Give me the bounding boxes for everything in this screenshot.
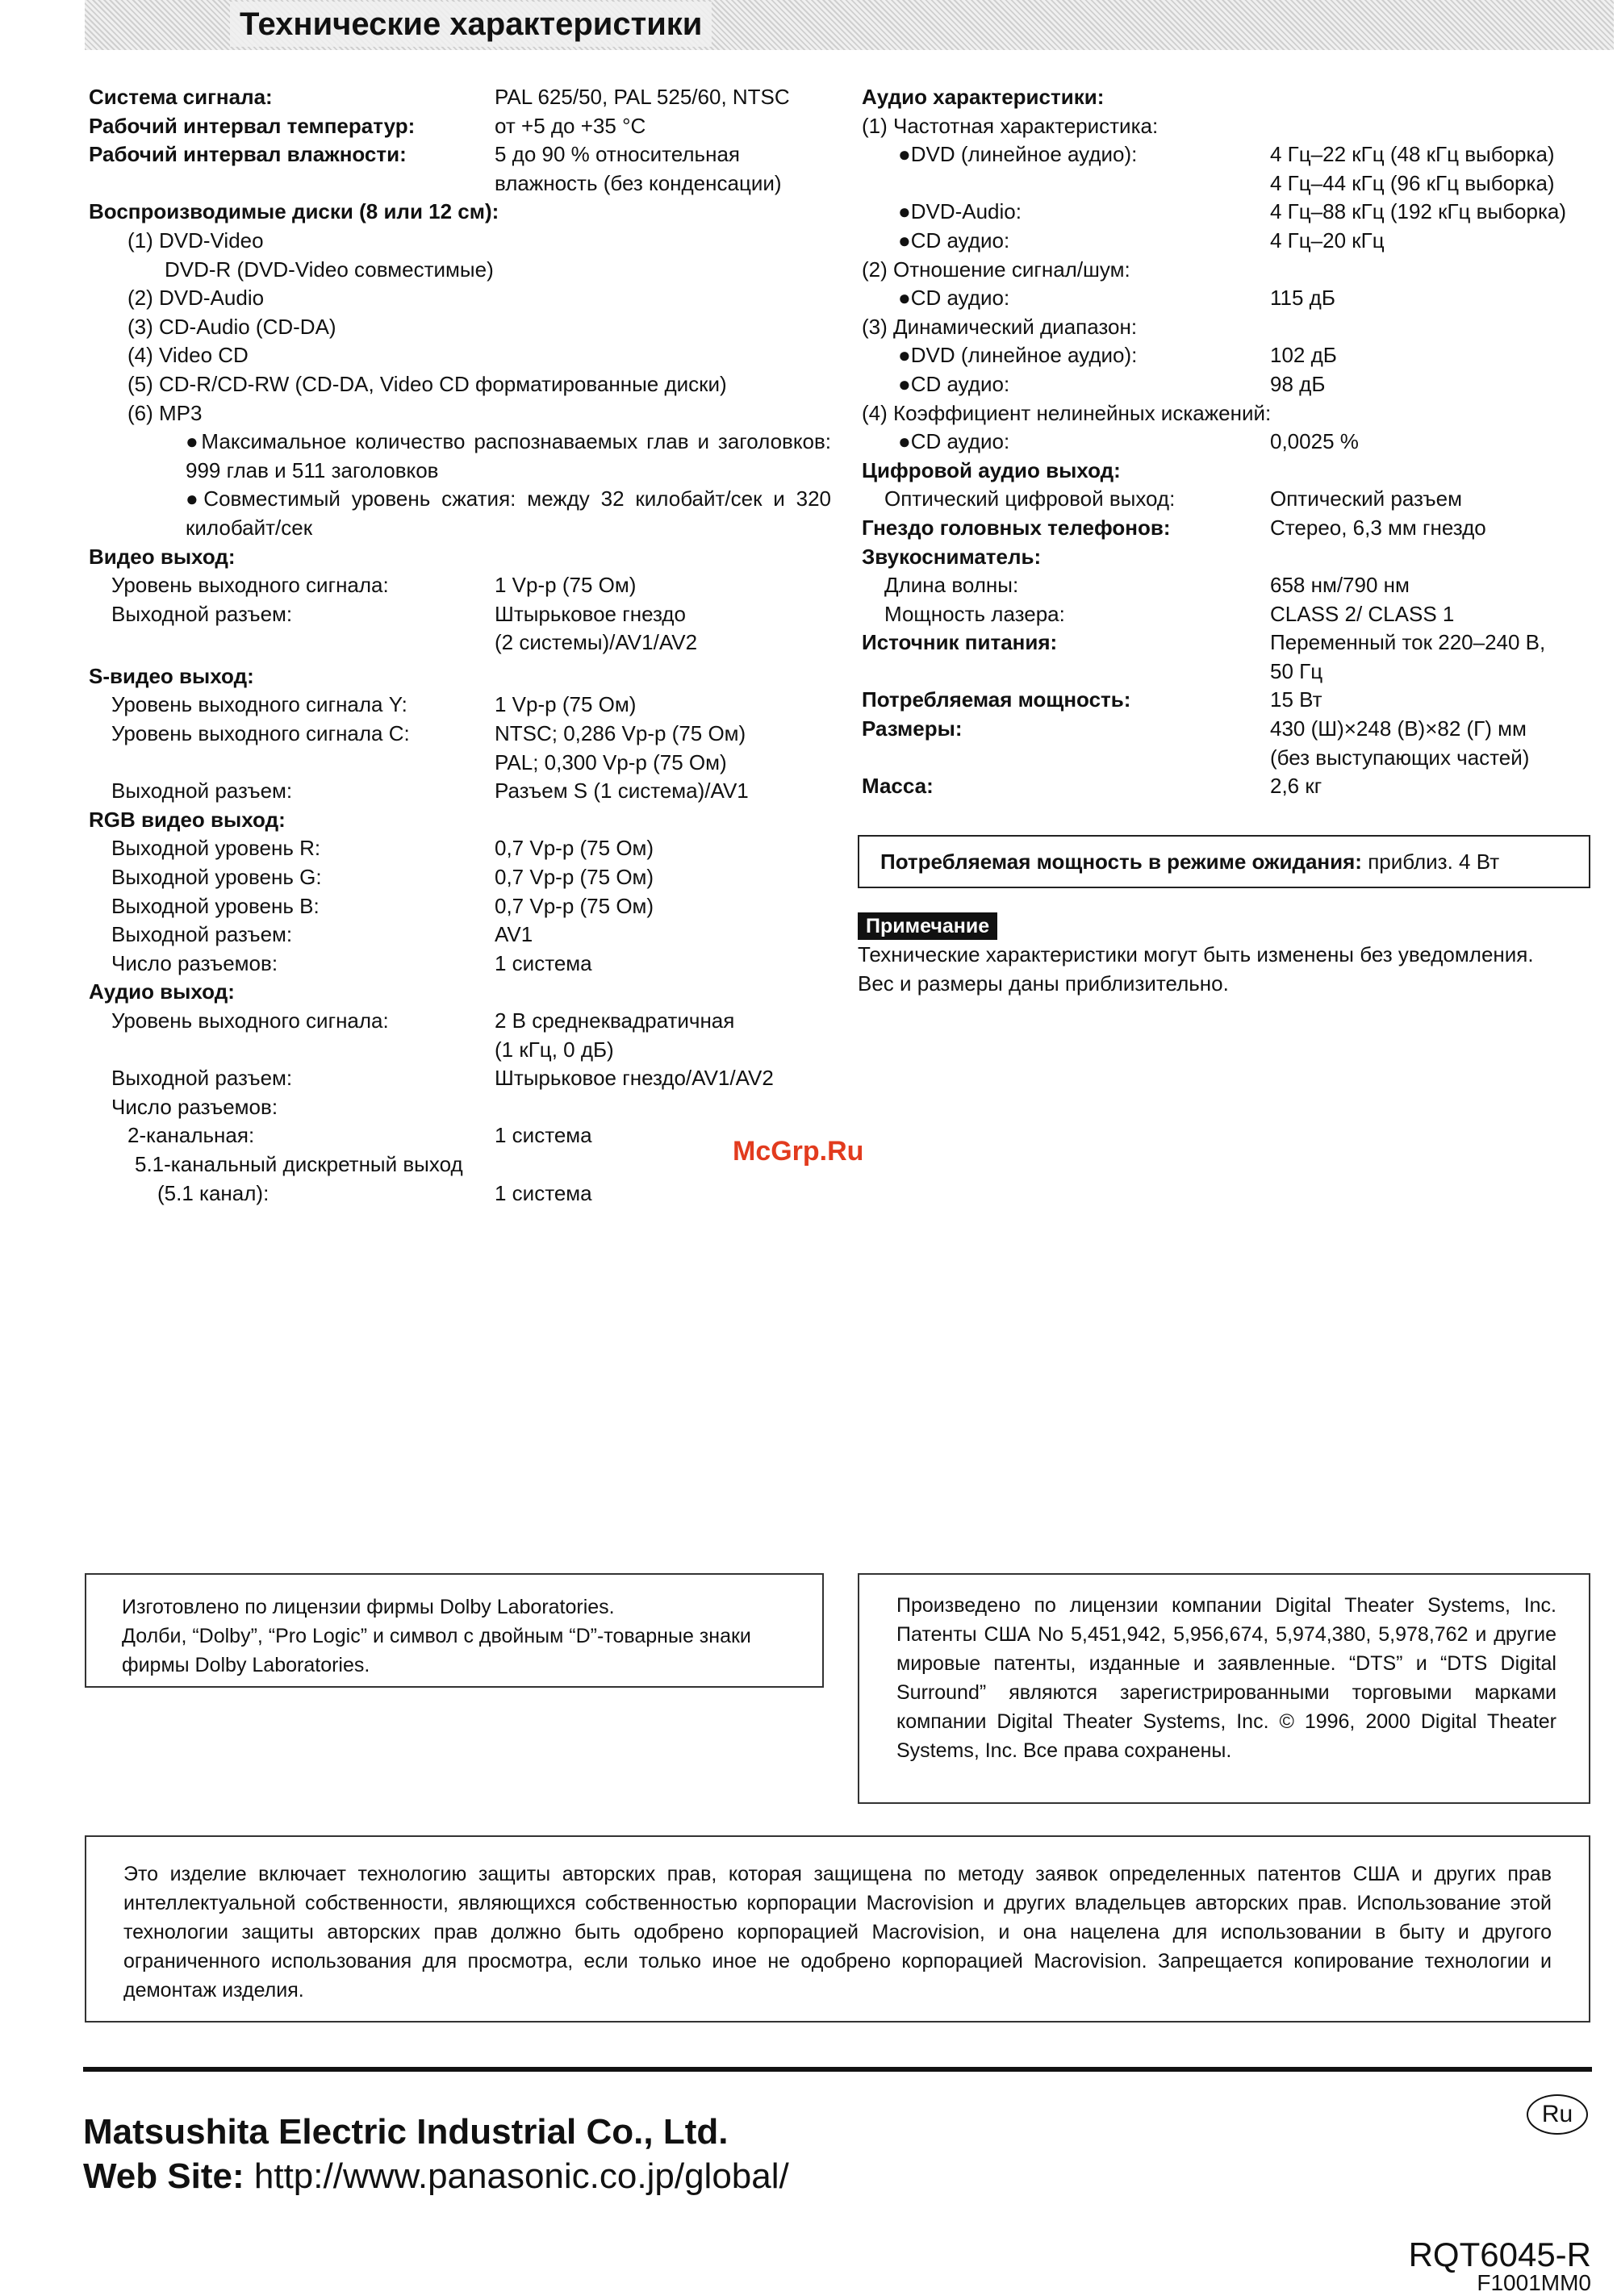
spec-label: ●CD аудио: xyxy=(898,228,1010,253)
spec-value: 102 дБ xyxy=(1270,343,1337,368)
spec-label: Уровень выходного сигнала: xyxy=(111,573,389,598)
audio-title: Аудио характеристики: xyxy=(862,85,1105,109)
spec-label: 5.1-канальный дискретный выход xyxy=(135,1151,463,1176)
spec-label: Система сигнала: xyxy=(89,85,273,109)
spec-label: (4) Коэффициент нелинейных искажений: xyxy=(862,400,1272,425)
dolby-license-box xyxy=(85,1573,824,1688)
dts-text: Произведено по лицензии компании Digital Theater Systems, Inc. Патенты США No 5,451,942, 5,956,674, 5,974,380, 5,978,762 и другие мировые патенты, изданные и заявленные. “DTS” и “DTS Digital Surround” являются зарегистрированными торговыми марками компании Digital Theater Systems, Inc. © 1996, 2000 Digital Theater Systems, Inc. Все права сохранены. xyxy=(896,1594,1556,1762)
spec-row xyxy=(862,284,1604,313)
spec-label: Выходной уровень R: xyxy=(111,836,321,861)
spec-label: (3) Динамический диапазон: xyxy=(862,314,1138,339)
spec-label: Выходной разъем: xyxy=(111,779,293,804)
spec-row xyxy=(862,600,1604,629)
spec-label: Уровень выходного сигнала C: xyxy=(111,721,410,746)
spec-row xyxy=(862,227,1604,256)
list-item xyxy=(89,341,831,370)
spec-label: Длина волны: xyxy=(884,573,1019,598)
spec-row xyxy=(89,1150,831,1179)
spec-row xyxy=(89,720,831,749)
standby-value: приблиз. 4 Вт xyxy=(1368,850,1500,874)
dts-license-box xyxy=(858,1573,1590,1804)
standby-label: Потребляемая мощность в режиме ожидания: xyxy=(880,850,1362,874)
spec-row xyxy=(862,514,1604,543)
spec-value: AV1 xyxy=(495,922,533,947)
spec-value: 50 Гц xyxy=(1270,658,1323,683)
company-name: Matsushita Electric Industrial Co., Ltd. xyxy=(83,2112,729,2152)
spec-value: 4 Гц–88 кГц (192 кГц выборка) xyxy=(1270,199,1567,224)
note-text xyxy=(858,941,1608,998)
spec-row xyxy=(89,749,831,778)
spec-value: 2 В среднеквадратичная xyxy=(495,1008,735,1033)
header-banner xyxy=(85,0,1614,50)
spec-value: Переменный ток 220–240 В, xyxy=(1270,630,1546,655)
spec-row xyxy=(862,370,1604,399)
spec-row xyxy=(862,772,1604,801)
spec-value: PAL; 0,300 Vp-p (75 Ом) xyxy=(495,749,727,774)
spec-value: 4 Гц–20 кГц xyxy=(1270,228,1385,253)
spec-label: ●CD аудио: xyxy=(898,429,1010,454)
right-column xyxy=(862,83,1604,801)
spec-row xyxy=(862,341,1604,370)
dolby-line: Изготовлено по лицензии фирмы Dolby Laboratories. xyxy=(122,1596,615,1618)
spec-row xyxy=(89,777,831,806)
spec-label: Источник питания: xyxy=(862,630,1058,655)
macrovision-box xyxy=(85,1835,1590,2023)
spec-row xyxy=(89,628,831,657)
spec-label: Выходной разъем: xyxy=(111,1066,293,1091)
spec-label: ●DVD (линейное аудио): xyxy=(898,343,1138,368)
spec-row xyxy=(862,428,1604,457)
spec-row xyxy=(89,1064,831,1093)
document-subcode: F1001MM0 xyxy=(1477,2270,1591,2295)
spec-label: Размеры: xyxy=(862,716,963,741)
spec-value: Штырьковое гнездо/AV1/AV2 xyxy=(495,1066,774,1091)
spec-value: 4 Гц–22 кГц (48 кГц выборка) xyxy=(1270,142,1555,167)
spec-row xyxy=(862,571,1604,600)
disc-item: (4) Video CD xyxy=(127,343,249,368)
spec-row xyxy=(862,715,1604,744)
disc-item: (1) DVD-Video xyxy=(127,228,264,253)
spec-value: Штырьковое гнездо xyxy=(495,601,686,626)
spec-value: NTSC; 0,286 Vp-p (75 Ом) xyxy=(495,721,746,746)
section-title xyxy=(89,198,831,227)
spec-value: 0,7 Vp-p (75 Ом) xyxy=(495,893,654,918)
disc-bullet: ●Максимальное количество распознаваемых глав и заголовков: 999 глав и 511 заголовков xyxy=(186,429,831,482)
spec-row xyxy=(89,892,831,921)
spec-value: 1 Vp-p (75 Ом) xyxy=(495,692,637,717)
standby-power-box xyxy=(858,835,1590,888)
spec-row xyxy=(862,140,1604,169)
spec-value: 658 нм/790 нм xyxy=(1270,573,1410,598)
spec-label: 2-канальная: xyxy=(127,1123,255,1148)
spec-row xyxy=(862,198,1604,227)
disc-item: (5) CD-R/CD-RW (CD-DA, Video CD форматированные диски) xyxy=(127,371,727,396)
spec-value: Разъем S (1 система)/AV1 xyxy=(495,779,749,804)
spec-label: ●CD аудио: xyxy=(898,371,1010,396)
list-item xyxy=(89,399,831,428)
rgb-title: RGB видео выход: xyxy=(89,807,286,832)
section-title xyxy=(862,457,1604,486)
spec-row xyxy=(89,1093,831,1122)
discs-title: Воспроизводимые диски (8 или 12 см): xyxy=(89,199,499,224)
spec-row xyxy=(89,920,831,950)
spec-row xyxy=(89,600,831,629)
section-title xyxy=(89,978,831,1007)
language-badge: Ru xyxy=(1527,2094,1588,2135)
spec-value: 1 Vp-p (75 Ом) xyxy=(495,573,637,598)
disc-item: (2) DVD-Audio xyxy=(127,286,265,311)
spec-value: (1 кГц, 0 дБ) xyxy=(495,1037,614,1062)
spec-row xyxy=(89,169,831,198)
spec-row xyxy=(862,112,1604,141)
spec-row xyxy=(89,83,831,112)
spec-row xyxy=(89,950,831,979)
spec-label: Мощность лазера: xyxy=(884,601,1065,626)
note-tag: Примечание xyxy=(858,912,997,940)
spec-value: 98 дБ xyxy=(1270,371,1326,396)
watermark: McGrp.Ru xyxy=(733,1136,864,1167)
spec-label: Гнездо головных телефонов: xyxy=(862,515,1171,540)
spec-value: 0,0025 % xyxy=(1270,429,1359,454)
spec-label: Оптический цифровой выход: xyxy=(884,486,1176,511)
spec-row xyxy=(862,686,1604,715)
video-title: Видео выход: xyxy=(89,544,236,569)
spec-label: Выходной разъем: xyxy=(111,922,293,947)
spec-label: ●CD аудио: xyxy=(898,286,1010,311)
spec-value: влажность (без конденсации) xyxy=(495,170,782,195)
section-title xyxy=(89,662,831,691)
dolby-line: Долби, “Dolby”, “Pro Logic” и символ с двойным “D”-товарные знаки фирмы Dolby Laboratories. xyxy=(122,1625,751,1676)
spec-value: CLASS 2/ CLASS 1 xyxy=(1270,601,1455,626)
spec-row xyxy=(89,1036,831,1065)
spec-label: Уровень выходного сигнала: xyxy=(111,1008,389,1033)
note-line: Технические характеристики могут быть изменены без уведомления. xyxy=(858,942,1534,966)
note-line: Вес и размеры даны приблизительно. xyxy=(858,971,1229,996)
spec-label: Число разъемов: xyxy=(111,950,278,975)
list-item xyxy=(89,256,831,285)
footer-divider xyxy=(83,2067,1592,2072)
spec-label: ●DVD (линейное аудио): xyxy=(898,142,1138,167)
list-item xyxy=(89,227,831,256)
spec-label: (5.1 канал): xyxy=(157,1180,270,1205)
website xyxy=(83,2154,789,2199)
spec-row xyxy=(862,485,1604,514)
section-title xyxy=(89,543,831,572)
spec-row xyxy=(862,399,1604,428)
spec-row xyxy=(89,1121,831,1150)
spec-row xyxy=(862,313,1604,342)
spec-row xyxy=(89,571,831,600)
spec-value: 2,6 кг xyxy=(1270,774,1322,799)
left-column xyxy=(89,83,831,1208)
disc-item: DVD-R (DVD-Video совместимые) xyxy=(165,257,494,282)
spec-row xyxy=(89,863,831,892)
spec-row xyxy=(89,1007,831,1036)
spec-value: (без выступающих частей) xyxy=(1270,745,1530,770)
spec-label: Выходной уровень G: xyxy=(111,865,322,890)
page-title: Технические характеристики xyxy=(230,2,712,47)
spec-label: Потребляемая мощность: xyxy=(862,687,1131,712)
disc-item: (6) MP3 xyxy=(127,400,203,425)
spec-label: ●DVD-Audio: xyxy=(898,199,1022,224)
section-title xyxy=(862,83,1604,112)
spec-label: Выходной разъем: xyxy=(111,601,293,626)
list-item xyxy=(89,284,831,313)
spec-value: 4 Гц–44 кГц (96 кГц выборка) xyxy=(1270,170,1555,195)
spec-value: 1 система xyxy=(495,1123,592,1148)
disc-item: (3) CD-Audio (CD-DA) xyxy=(127,314,336,339)
document-code: RQT6045-R xyxy=(1408,2235,1591,2273)
spec-row xyxy=(89,834,831,863)
spec-row xyxy=(89,140,831,169)
spec-label: Уровень выходного сигнала Y: xyxy=(111,692,407,717)
spec-label: Рабочий интервал температур: xyxy=(89,113,416,138)
audio-out-title: Аудио выход: xyxy=(89,979,235,1004)
spec-value: (2 системы)/AV1/AV2 xyxy=(495,630,698,655)
spec-value: 430 (Ш)×248 (В)×82 (Г) мм xyxy=(1270,716,1527,741)
spec-label: (1) Частотная характеристика: xyxy=(862,113,1159,138)
svideo-title: S-видео выход: xyxy=(89,663,254,688)
spec-value: Оптический разъем xyxy=(1270,486,1462,511)
spec-row xyxy=(89,691,831,720)
list-item xyxy=(89,313,831,342)
spec-label: Число разъемов: xyxy=(111,1094,278,1119)
digital-title: Цифровой аудио выход: xyxy=(862,457,1121,482)
website-url[interactable]: http://www.panasonic.co.jp/global/ xyxy=(253,2156,789,2196)
spec-value: 0,7 Vp-p (75 Ом) xyxy=(495,865,654,890)
spec-value: PAL 625/50, PAL 525/60, NTSC xyxy=(495,85,790,109)
spec-value: 115 дБ xyxy=(1270,286,1335,311)
spec-label: (2) Отношение сигнал/шум: xyxy=(862,257,1130,282)
list-item xyxy=(89,370,831,399)
spec-value: Стерео, 6,3 мм гнездо xyxy=(1270,515,1486,540)
spec-row xyxy=(862,169,1604,198)
macrovision-text: Это изделие включает технологию защиты авторских прав, которая защищена по методу заявок определенных патентов США и других прав интеллектуальной собственности, являющихся собственностью корпорации Macrovision и других владельцев авторских прав. Использование этой технологии защиты авторских прав должно быть одобрено корпорацией Macrovision, и она нацелена для использовании в быту и другого ограниченного использования для просмотра, если только иное не одобрено корпорацией Macrovision. Запрещается копирование технологии и демонтаж изделия. xyxy=(123,1863,1552,2002)
spec-row xyxy=(862,256,1604,285)
spec-label: Рабочий интервал влажности: xyxy=(89,142,407,167)
spec-row xyxy=(89,112,831,141)
spec-row xyxy=(862,744,1604,773)
spec-value: 1 система xyxy=(495,950,592,975)
spec-label: Масса: xyxy=(862,774,934,799)
spec-label: Выходной уровень B: xyxy=(111,893,320,918)
spec-value: 1 система xyxy=(495,1180,592,1205)
spec-row xyxy=(862,628,1604,657)
disc-bullet: ●Совместимый уровень сжатия: между 32 килобайт/сек и 320 килобайт/сек xyxy=(186,486,831,540)
section-title xyxy=(89,806,831,835)
spec-value: 0,7 Vp-p (75 Ом) xyxy=(495,836,654,861)
spec-row xyxy=(89,1179,831,1209)
spec-value: 15 Вт xyxy=(1270,687,1322,712)
spec-value: 5 до 90 % относительная xyxy=(495,142,740,167)
spec-value: от +5 до +35 °C xyxy=(495,113,646,138)
pickup-title: Звукосниматель: xyxy=(862,544,1042,569)
section-title xyxy=(862,543,1604,572)
spec-row xyxy=(862,657,1604,687)
website-label: Web Site: xyxy=(83,2156,244,2196)
